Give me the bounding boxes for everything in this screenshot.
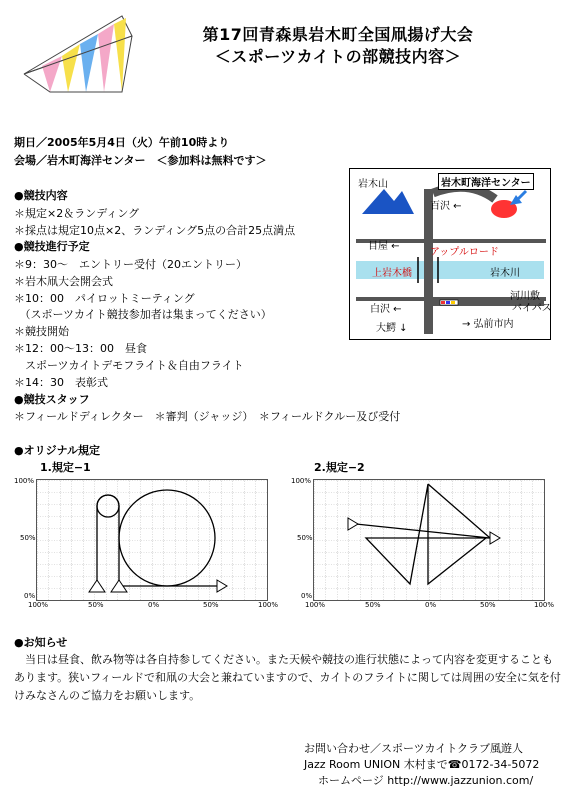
fig1-x-tick: 100% xyxy=(258,601,279,609)
map-label-hirosaki: → 弘前市内 xyxy=(462,319,514,330)
fig2-y-tick: 100% xyxy=(291,477,312,485)
schedule-line: ＊14：30 表彰式 xyxy=(14,376,108,389)
map-label-bypass: バイパス xyxy=(512,303,552,314)
event-venue: 会場／岩木町海洋センター ＜参加料は無料です＞ xyxy=(14,154,267,167)
schedule-line: ＊9：30～ エントリー受付（20エントリー） xyxy=(14,258,247,271)
map-label-meya: 目屋 ← xyxy=(368,241,400,252)
figure2-label: 2.規定−2 xyxy=(314,461,365,474)
staff-heading: ●競技スタッフ xyxy=(14,393,90,406)
fig1-x-tick: 50% xyxy=(88,601,104,609)
map-label-mountain: 岩木山 xyxy=(358,179,388,190)
fig1-x-tick: 50% xyxy=(203,601,219,609)
event-date: 期日／2005年5月4日（火）午前10時より xyxy=(14,136,230,149)
notice-heading: ●お知らせ xyxy=(14,636,68,649)
contact-homepage: ホームページ http://www.jazzunion.com/ xyxy=(318,774,534,787)
fig1-y-tick: 50% xyxy=(20,534,36,542)
schedule-heading: ●競技進行予定 xyxy=(14,240,90,253)
fig2-y-tick: 0% xyxy=(301,592,313,600)
schedule-line: ＊10：00 パイロットミーティング xyxy=(14,292,195,305)
notice-text: 当日は昼食、飲み物等は各自持参してください。また天候や競技の進行状態によって内容を変更することもあります。狭いフィールドで和凧の大会と兼ねていますので、カイトのフライトに関しては周囲の安全に気を付けみなさんのご協力をお願いします。 xyxy=(14,653,561,702)
page-title: 第17回青森県岩木町全国凧揚げ大会 xyxy=(202,25,474,44)
map-label-hyakuzawa: 百沢 ← xyxy=(430,201,462,212)
fig2-y-tick: 50% xyxy=(297,534,313,542)
schedule-line: （スポーツカイト競技参加者は集まってください） xyxy=(14,308,272,321)
figure2-chart xyxy=(313,479,545,601)
schedule-line: スポーツカイトデモフライト＆自由フライト xyxy=(14,359,244,372)
map-label-apple-road: アップルロード xyxy=(430,247,499,258)
fig1-y-tick: 100% xyxy=(14,477,35,485)
fig2-x-tick: 100% xyxy=(534,601,555,609)
map-label-shirasawa: 白沢 ← xyxy=(370,304,402,315)
fig1-x-tick: 100% xyxy=(28,601,49,609)
fig2-x-tick: 50% xyxy=(365,601,381,609)
map-label-owani: 大鰐 ↓ xyxy=(376,323,408,334)
map-label-river: 岩木川 xyxy=(490,268,520,279)
contents-heading: ●競技内容 xyxy=(14,189,68,202)
figure1-label: 1.規定−1 xyxy=(40,461,91,474)
schedule-line: ＊岩木凧大会開会式 xyxy=(14,275,113,288)
staff-line: ＊フィールドディレクター ＊審判（ジャッジ） ＊フィールドクルー及び受付 xyxy=(14,410,401,423)
page-subtitle: ＜スポーツカイトの部競技内容＞ xyxy=(214,47,462,66)
original-heading: ●オリジナル規定 xyxy=(14,444,101,457)
fig2-x-tick: 100% xyxy=(305,601,326,609)
contact-line: Jazz Room UNION 木村まで☎0172-34-5072 xyxy=(304,758,540,771)
fig2-x-tick: 50% xyxy=(480,601,496,609)
map-label-center: 岩木町海洋センター xyxy=(438,173,534,190)
kite-logo xyxy=(22,14,134,94)
fig1-y-tick: 0% xyxy=(24,592,36,600)
contents-line: ＊採点は規定10点×2、ランディング5点の合計25点満点 xyxy=(14,224,296,237)
schedule-line: ＊競技開始 xyxy=(14,325,69,338)
figure1-chart xyxy=(36,479,268,601)
map-label-riverbed: 河川敷 xyxy=(510,291,540,302)
schedule-line: ＊12：00～13：00 昼食 xyxy=(14,342,147,355)
map-label-bridge: 上岩木橋 xyxy=(372,268,412,279)
fig1-x-tick: 0% xyxy=(148,601,160,609)
fig2-x-tick: 0% xyxy=(425,601,437,609)
access-map xyxy=(349,168,551,340)
contact-line: お問い合わせ／スポーツカイトクラブ風遊人 xyxy=(304,742,524,755)
contents-line: ＊規定×2＆ランディング xyxy=(14,207,140,220)
